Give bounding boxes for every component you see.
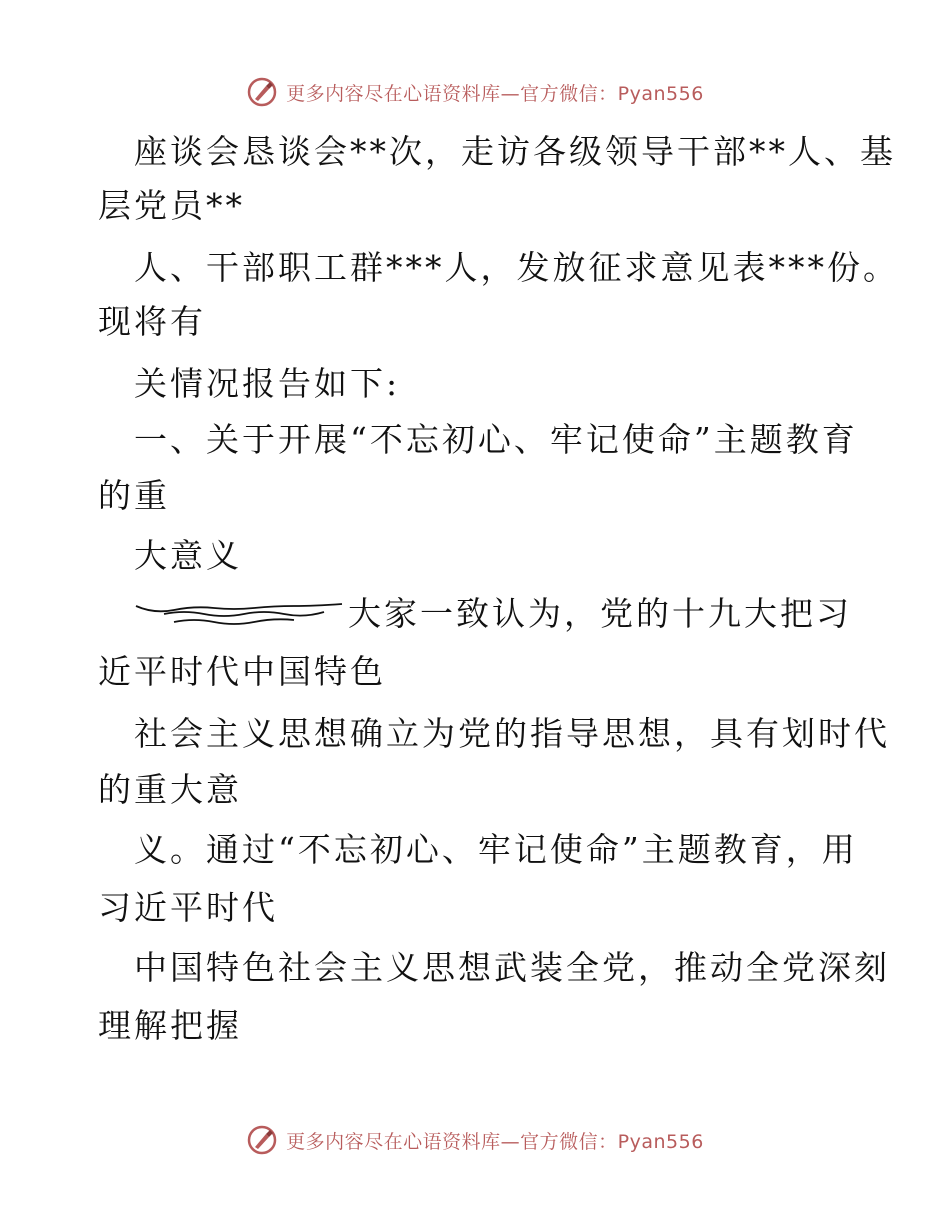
text-line-11: 社会主义思想确立为党的指导思想，具有划时代 bbox=[134, 714, 890, 753]
text-line-8: 大意义 bbox=[134, 536, 242, 575]
text-line-5: 关情况报告如下: bbox=[134, 364, 401, 403]
text-line-14: 习近平时代 bbox=[98, 888, 278, 927]
footer-watermark bbox=[0, 1120, 950, 1160]
text-line-15: 中国特色社会主义思想武装全党，推动全党深刻 bbox=[134, 948, 890, 987]
watermark-text: 更多内容尽在心语资料库—官方微信：Pyan556 bbox=[286, 1130, 704, 1153]
text-line-2: 层党员** bbox=[98, 186, 245, 225]
text-line-4: 现将有 bbox=[98, 302, 206, 341]
text-line-12: 的重大意 bbox=[98, 770, 242, 809]
text-line-3: 人、干部职工群***人，发放征求意见表***份。 bbox=[134, 248, 899, 287]
text-line-9: 大家一致认为，党的十九大把习 bbox=[348, 594, 852, 633]
text-line-10: 近平时代中国特色 bbox=[98, 652, 386, 691]
wave-decoration-icon bbox=[134, 592, 344, 636]
header-watermark bbox=[0, 72, 950, 112]
text-line-6: 一、关于开展“不忘初心、牢记使命”主题教育 bbox=[134, 420, 858, 459]
watermark-text: 更多内容尽在心语资料库—官方微信：Pyan556 bbox=[286, 82, 704, 105]
text-line-13: 义。通过“不忘初心、牢记使命”主题教育，用 bbox=[134, 830, 858, 869]
text-line-7: 的重 bbox=[98, 476, 170, 515]
text-line-16: 理解把握 bbox=[98, 1006, 242, 1045]
text-line-9-with-wave bbox=[134, 592, 852, 636]
text-line-1: 座谈会恳谈会**次，走访各级领导干部**人、基 bbox=[134, 132, 896, 171]
pen-circle-logo-icon bbox=[246, 76, 278, 108]
pen-circle-logo-icon bbox=[246, 1124, 278, 1156]
